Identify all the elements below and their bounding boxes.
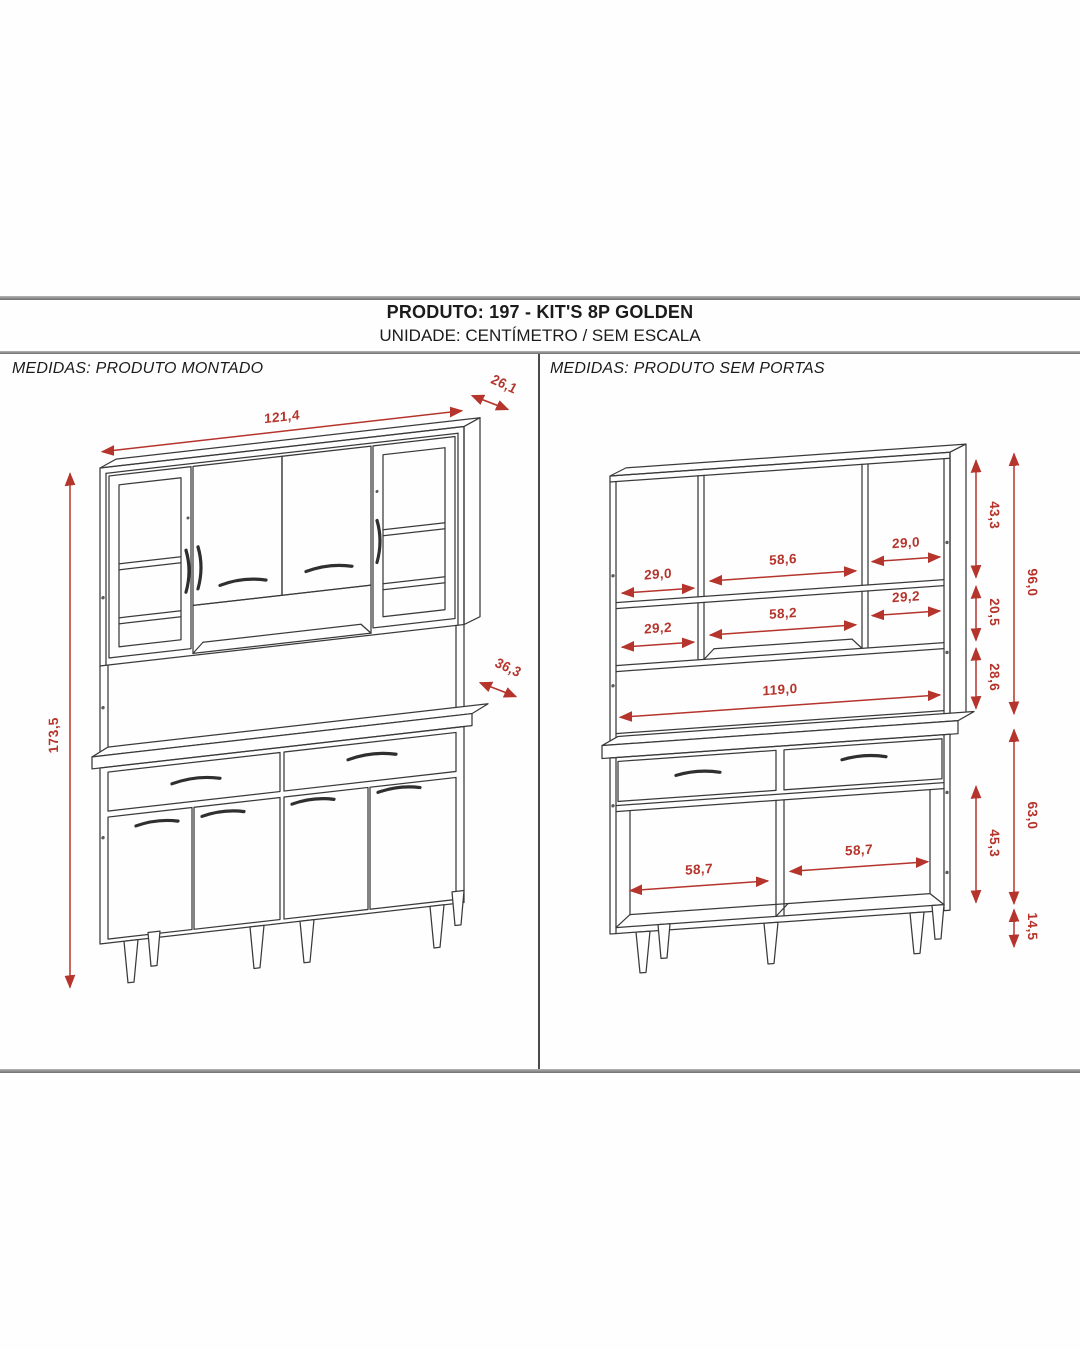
- handle-glass-door-left: [186, 550, 189, 592]
- base-door-1: [108, 808, 192, 940]
- dim-top-left-width: 29,0: [644, 565, 672, 583]
- dim-counter-width: 119,0: [762, 680, 798, 699]
- dim-base-left-width: 58,7: [685, 860, 713, 878]
- dim-base-right-width: 58,7: [845, 841, 873, 859]
- hutch-niche: [193, 585, 371, 653]
- handle-upper-center-right-b: [306, 563, 352, 571]
- dim-mid-left-width: 29,2: [644, 619, 672, 637]
- assembled-cabinet-drawing: [0, 371, 540, 1068]
- hutch-top-face: [100, 418, 480, 468]
- upper-door-center-left: [193, 456, 282, 605]
- countertop: [92, 704, 488, 769]
- dim-gap-height: 28,6: [987, 662, 1002, 692]
- dim-base-depth: 36,3: [492, 655, 525, 681]
- unit-subtitle: UNIDADE: CENTÍMETRO / SEM ESCALA: [379, 326, 701, 345]
- countertop-carcass: [602, 712, 974, 759]
- handle-drawer-left: [172, 775, 220, 783]
- carcass-top-face: [610, 444, 966, 476]
- dim-mid-right-width: 29,2: [892, 588, 920, 606]
- dim-total-height: 173,5: [46, 716, 61, 755]
- dim-top-depth: 26,1: [488, 371, 521, 397]
- top-border-line: [0, 296, 1080, 300]
- hutch-side-face: [464, 418, 480, 625]
- base-carcass: [610, 734, 950, 934]
- handle-drawer-left: [676, 770, 720, 776]
- carcass-cabinet-drawing: [540, 388, 1080, 1068]
- handle-drawer-right: [348, 751, 396, 759]
- dim-hutch-height: 96,0: [1025, 568, 1040, 597]
- handle-upper-center-left: [198, 546, 201, 588]
- drawer-right-carcass: [784, 739, 942, 790]
- dim-base-height: 63,0: [1025, 801, 1040, 830]
- title-separator-line: [0, 351, 1080, 354]
- glass-door-left: [109, 467, 191, 658]
- hutch-assembled: [100, 427, 464, 666]
- dim-top-center-width: 58,6: [769, 550, 797, 568]
- product-title: PRODUTO: 197 - KIT'S 8P GOLDEN: [386, 302, 694, 322]
- base-door-3: [284, 787, 368, 919]
- handle-base-door-2: [202, 809, 244, 816]
- dim-base-inner-height: 45,3: [987, 828, 1002, 858]
- dimensions-carcass: [620, 452, 1040, 974]
- title-block: [0, 302, 1080, 346]
- dim-mid-center-width: 58,2: [769, 604, 797, 622]
- dim-top-section-height: 43,3: [987, 500, 1002, 530]
- dim-leg-height: 14,5: [1025, 912, 1040, 941]
- handle-glass-door-right: [377, 520, 380, 562]
- handle-drawer-right: [842, 754, 886, 760]
- upper-door-center-right: [282, 446, 371, 595]
- handle-base-door-3: [292, 797, 334, 804]
- handle-base-door-1: [136, 819, 178, 826]
- base-door-2: [194, 797, 280, 929]
- left-panel-header: MEDIDAS: PRODUTO MONTADO: [12, 360, 264, 377]
- dim-mid-section-height: 20,5: [987, 597, 1002, 627]
- drawer-left-carcass: [618, 750, 776, 801]
- handle-upper-center-left-b: [220, 577, 266, 585]
- bottom-border-line: [0, 1069, 1080, 1073]
- dim-top-right-width: 29,0: [892, 534, 920, 552]
- right-panel-header: MEDIDAS: PRODUTO SEM PORTAS: [550, 360, 825, 377]
- dim-total-width: 121,4: [264, 407, 300, 427]
- carcass-side-face: [950, 444, 966, 721]
- base-door-4: [370, 777, 456, 909]
